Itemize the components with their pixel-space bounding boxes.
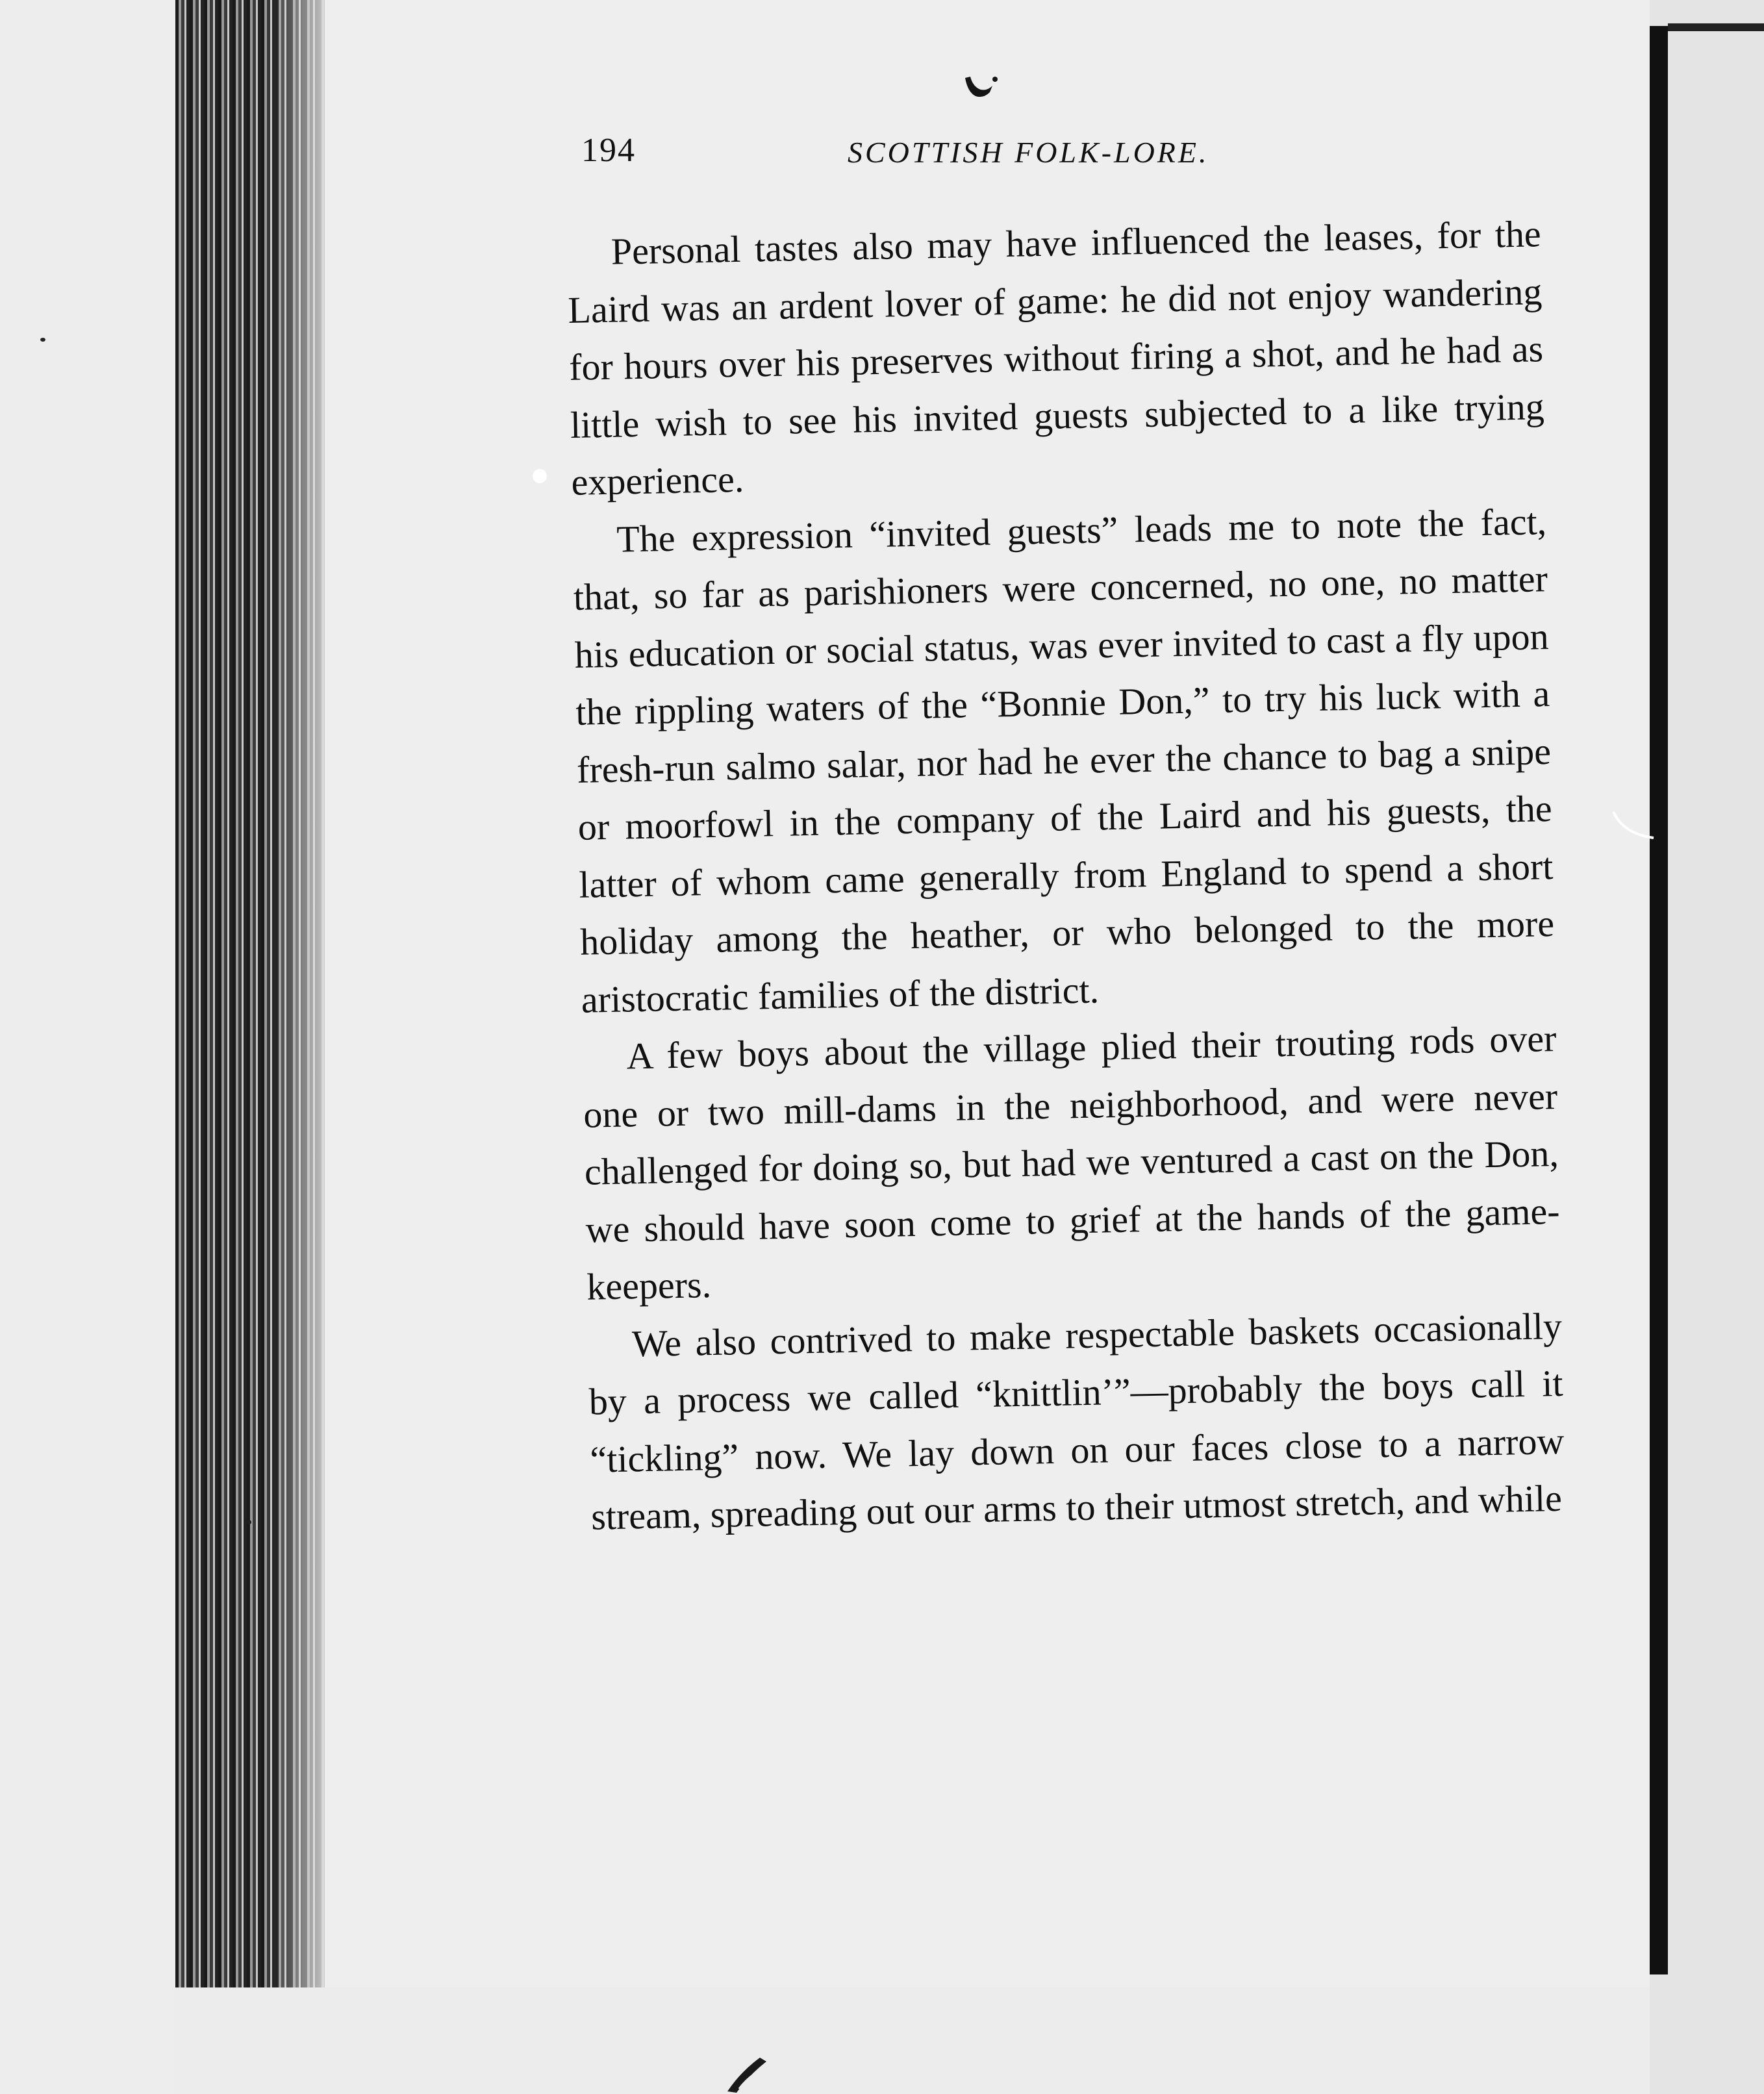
page-fore-edge-fade: [273, 0, 325, 1987]
dust-speck: [247, 1520, 251, 1524]
dust-speck: [40, 338, 45, 342]
paper-crease-mark: [1611, 805, 1656, 844]
page-number: 194: [581, 132, 636, 169]
smudge-mark: [721, 2052, 773, 2094]
book-title: SCOTTISH FOLK-LORE.: [848, 136, 1209, 169]
body-text: [566, 205, 1566, 1546]
paragraph: Personal tastes also may have influenced the leases, for the Laird was an ardent lover of game: he did not enjoy wandering for hours over his preserves without firing a shot, and he had as little wish to see his invited guests subjected to a like trying experience.: [567, 212, 1545, 503]
dust-speck: [533, 469, 547, 483]
ink-blot-mark: [961, 73, 1000, 101]
right-cover-edge: [1650, 26, 1668, 1974]
paragraph: We also contrived to make respectable baskets occasionally by a process we called “knittlin’”—probably the boys call it “tickling” now. We lay down on our faces close to a narrow stream, spreading out our arms to their utmost stretch, and while: [588, 1304, 1565, 1538]
paragraph: A few boys about the village plied their trouting rods over one or two mill-dams in the neighborhood, and were never challenged for doing so, but had we ventured a cast on the Don, we should have soon come to grief at the hands of the game-keepers.: [583, 1016, 1561, 1308]
right-cover-top-edge: [1668, 23, 1764, 31]
paragraph: The expression “invited guests” leads me to note the fact, that, so far as parishioners were concerned, no one, no matter his education or social status, was ever invited to cast a fly upon the rippling waters of the “Bonnie Don,” to try his luck with a fresh-run salmo salar, nor had he ever the chance to bag a snipe or moorfowl in the company of the Laird and his guests, the latter of whom came generally from England to spend a short holiday among the heather, or who belonged to the more aristocratic families of the district.: [573, 499, 1555, 1021]
running-head: [581, 131, 1289, 183]
page-bottom-margin: [175, 1987, 1650, 2094]
left-margin: [0, 0, 175, 2094]
